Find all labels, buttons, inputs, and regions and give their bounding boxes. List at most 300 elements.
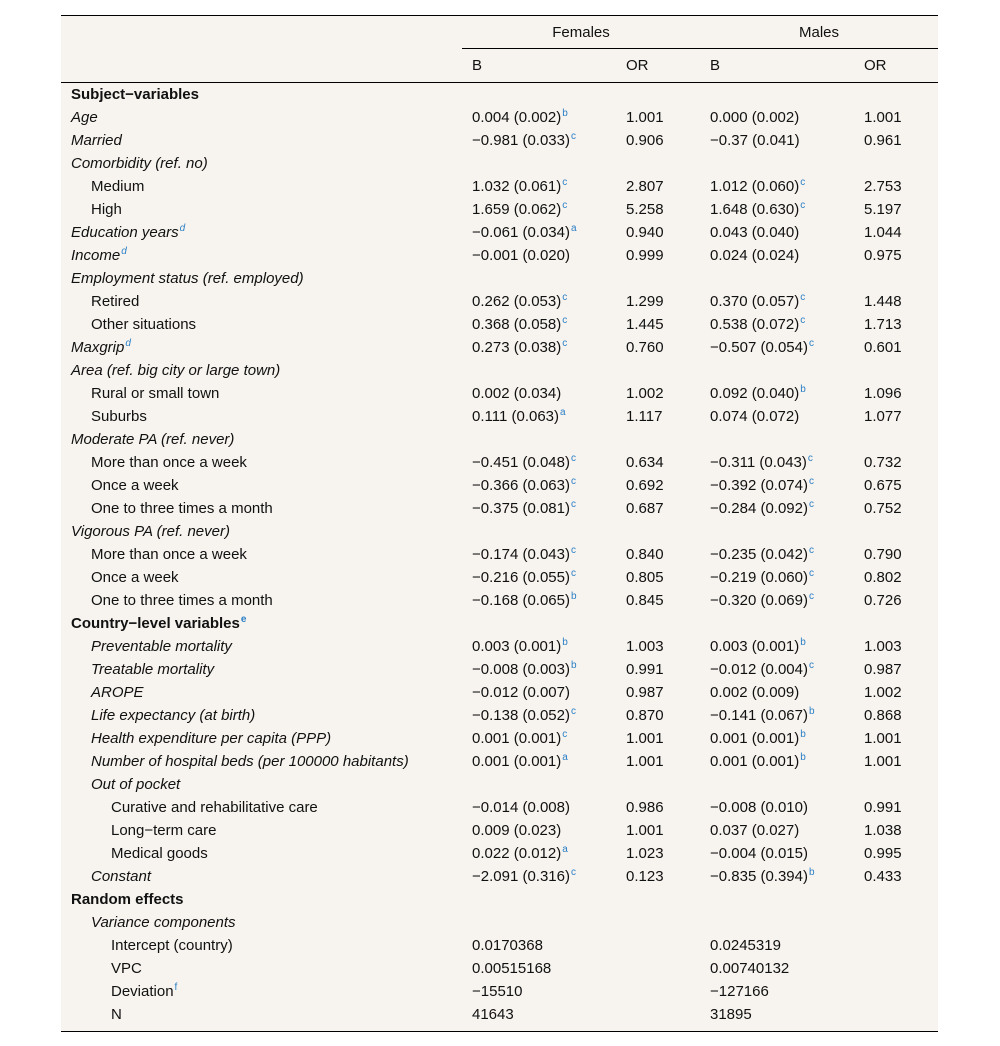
females-or-cell bbox=[616, 83, 700, 107]
females-or-cell-value: 0.805 bbox=[626, 569, 664, 586]
significance-marker: c bbox=[571, 545, 576, 556]
females-or-cell-value: 0.987 bbox=[626, 684, 664, 701]
table-row bbox=[61, 980, 938, 1003]
males-b-cell-value: 0.001 (0.001) bbox=[710, 730, 800, 747]
row-label-text: Deviation bbox=[111, 983, 174, 1000]
row-label-text: Long−term care bbox=[111, 822, 217, 839]
significance-marker: c bbox=[571, 476, 576, 487]
females-or-cell-value: 1.023 bbox=[626, 845, 664, 862]
males-b-cell bbox=[700, 83, 854, 107]
females-or-cell-value: 1.001 bbox=[626, 730, 664, 747]
males-or-cell bbox=[854, 382, 938, 405]
males-or-cell-value: 5.197 bbox=[864, 201, 902, 218]
table-row bbox=[61, 681, 938, 704]
regression-table-container bbox=[61, 15, 938, 1032]
row-label bbox=[61, 612, 462, 635]
males-or-cell bbox=[854, 198, 938, 221]
row-label-text: Country−level variables bbox=[71, 615, 240, 632]
females-or-cell-value: 1.003 bbox=[626, 638, 664, 655]
males-or-cell-value: 0.975 bbox=[864, 247, 902, 264]
females-b-cell-value: 0.001 (0.001) bbox=[472, 730, 562, 747]
females-or-cell-value: 0.123 bbox=[626, 868, 664, 885]
significance-marker: c bbox=[807, 453, 813, 464]
males-b-cell bbox=[700, 129, 854, 152]
females-b-cell bbox=[462, 957, 616, 980]
males-or-cell bbox=[854, 865, 938, 888]
females-or-cell bbox=[616, 451, 700, 474]
females-b-cell bbox=[462, 336, 616, 359]
males-b-cell bbox=[700, 106, 854, 129]
females-b-cell bbox=[462, 313, 616, 336]
row-label bbox=[61, 405, 462, 428]
females-or-cell-value: 0.870 bbox=[626, 707, 664, 724]
footnote-marker: d bbox=[179, 223, 186, 234]
males-or-cell-value: 2.753 bbox=[864, 178, 902, 195]
row-label-text: Comorbidity (ref. no) bbox=[71, 155, 208, 172]
females-b-cell bbox=[462, 152, 616, 175]
row-label bbox=[61, 589, 462, 612]
females-or-cell bbox=[616, 313, 700, 336]
table-row bbox=[61, 267, 938, 290]
significance-marker: c bbox=[562, 292, 568, 303]
row-label-text: Intercept (country) bbox=[111, 937, 233, 954]
males-b-cell-value: −0.835 (0.394) bbox=[710, 868, 808, 885]
row-label bbox=[61, 635, 462, 658]
males-or-cell bbox=[854, 957, 938, 980]
females-b-cell-value: −0.138 (0.052) bbox=[472, 707, 570, 724]
table-row bbox=[61, 727, 938, 750]
females-b-cell-value: −0.012 (0.007) bbox=[472, 684, 570, 701]
males-b-cell-value: −0.012 (0.004) bbox=[710, 661, 808, 678]
row-label-text: Constant bbox=[91, 868, 152, 885]
males-or-cell bbox=[854, 911, 938, 934]
females-b-cell bbox=[462, 681, 616, 704]
row-label bbox=[61, 957, 462, 980]
females-b-cell-value: 41643 bbox=[472, 1006, 514, 1023]
males-b-cell bbox=[700, 865, 854, 888]
table-row bbox=[61, 911, 938, 934]
females-b-cell bbox=[462, 290, 616, 313]
females-b-cell bbox=[462, 750, 616, 773]
row-label-text: Once a week bbox=[91, 477, 179, 494]
females-or-cell bbox=[616, 198, 700, 221]
females-or-cell bbox=[616, 658, 700, 681]
males-b-cell bbox=[700, 589, 854, 612]
males-b-cell bbox=[700, 474, 854, 497]
females-or-cell bbox=[616, 405, 700, 428]
significance-marker: c bbox=[809, 568, 814, 579]
males-b-cell bbox=[700, 405, 854, 428]
females-b-cell-value: 1.659 (0.062) bbox=[472, 201, 562, 218]
females-b-cell-value: 0.001 (0.001) bbox=[472, 753, 562, 770]
table-row bbox=[61, 336, 938, 359]
significance-marker: c bbox=[571, 568, 576, 579]
females-or-cell bbox=[616, 612, 700, 635]
significance-marker: c bbox=[809, 499, 814, 510]
row-label-text: High bbox=[91, 201, 122, 218]
significance-marker: c bbox=[562, 177, 568, 188]
females-b-cell bbox=[462, 497, 616, 520]
females-or-cell-value: 0.906 bbox=[626, 132, 664, 149]
table-row bbox=[61, 313, 938, 336]
table-row bbox=[61, 704, 938, 727]
females-or-cell-value: 1.445 bbox=[626, 316, 664, 333]
males-b-header: B bbox=[710, 57, 721, 74]
males-or-cell-value: 0.601 bbox=[864, 339, 902, 356]
males-or-cell-value: 0.732 bbox=[864, 454, 902, 471]
significance-marker: c bbox=[809, 660, 814, 671]
significance-marker: c bbox=[571, 867, 576, 878]
females-b-cell bbox=[462, 566, 616, 589]
females-or-cell bbox=[616, 244, 700, 267]
females-b-cell bbox=[462, 612, 616, 635]
table-row bbox=[61, 1003, 938, 1026]
males-or-cell bbox=[854, 290, 938, 313]
row-label bbox=[61, 198, 462, 221]
males-b-cell bbox=[700, 635, 854, 658]
females-b-cell bbox=[462, 934, 616, 957]
males-b-cell bbox=[700, 543, 854, 566]
males-b-cell bbox=[700, 796, 854, 819]
row-label bbox=[61, 543, 462, 566]
row-label bbox=[61, 129, 462, 152]
females-or-cell-value: 0.760 bbox=[626, 339, 664, 356]
males-or-cell bbox=[854, 773, 938, 796]
row-label-text: Health expenditure per capita (PPP) bbox=[91, 730, 332, 747]
females-or-cell bbox=[616, 934, 700, 957]
females-or-cell bbox=[616, 267, 700, 290]
females-b-cell bbox=[462, 704, 616, 727]
males-or-cell-value: 0.961 bbox=[864, 132, 902, 149]
males-or-cell bbox=[854, 267, 938, 290]
males-b-cell bbox=[700, 336, 854, 359]
significance-marker: a bbox=[562, 844, 568, 855]
row-label-text: Rural or small town bbox=[91, 385, 220, 402]
males-or-cell bbox=[854, 635, 938, 658]
females-b-cell-value: 0.004 (0.002) bbox=[472, 109, 562, 126]
row-label-text: Income bbox=[71, 247, 121, 264]
row-label-text: Moderate PA (ref. never) bbox=[71, 431, 235, 448]
males-b-cell-value: 0.00740132 bbox=[710, 960, 790, 977]
table-row bbox=[61, 290, 938, 313]
males-b-cell-value: −0.37 (0.041) bbox=[710, 132, 800, 149]
females-b-cell-value: −0.366 (0.063) bbox=[472, 477, 570, 494]
males-or-cell-value: 1.038 bbox=[864, 822, 902, 839]
males-or-cell-value: 0.868 bbox=[864, 707, 902, 724]
row-label-text: Treatable mortality bbox=[91, 661, 215, 678]
row-label-text: Medium bbox=[91, 178, 145, 195]
females-or-cell bbox=[616, 175, 700, 198]
males-b-cell-value: 0.370 (0.057) bbox=[710, 293, 800, 310]
regression-table bbox=[61, 16, 938, 1026]
table-row bbox=[61, 750, 938, 773]
males-or-cell-value: 0.991 bbox=[864, 799, 902, 816]
females-b-cell-value: 0.262 (0.053) bbox=[472, 293, 562, 310]
males-or-cell-value: 0.675 bbox=[864, 477, 902, 494]
significance-marker: c bbox=[800, 200, 806, 211]
table-row bbox=[61, 382, 938, 405]
males-or-cell-value: 1.713 bbox=[864, 316, 902, 333]
males-b-cell bbox=[700, 658, 854, 681]
males-or-cell bbox=[854, 106, 938, 129]
table-row bbox=[61, 796, 938, 819]
females-b-cell bbox=[462, 658, 616, 681]
row-label bbox=[61, 934, 462, 957]
significance-marker: c bbox=[571, 453, 576, 464]
significance-marker: c bbox=[562, 200, 568, 211]
row-label bbox=[61, 244, 462, 267]
females-b-cell bbox=[462, 796, 616, 819]
row-label-text: More than once a week bbox=[91, 454, 247, 471]
row-label bbox=[61, 1003, 462, 1026]
empty-header-cell bbox=[61, 49, 462, 83]
row-label-text: Age bbox=[71, 109, 98, 126]
males-or-cell bbox=[854, 819, 938, 842]
males-b-cell-value: −0.004 (0.015) bbox=[710, 845, 808, 862]
table-row bbox=[61, 83, 938, 107]
females-b-cell-value: 0.00515168 bbox=[472, 960, 552, 977]
males-b-cell bbox=[700, 175, 854, 198]
males-b-cell bbox=[700, 934, 854, 957]
males-or-cell bbox=[854, 658, 938, 681]
females-b-cell-value: −0.008 (0.003) bbox=[472, 661, 570, 678]
significance-marker: b bbox=[800, 752, 806, 763]
females-or-cell-value: 0.986 bbox=[626, 799, 664, 816]
males-or-cell-value: 1.001 bbox=[864, 730, 902, 747]
males-or-cell-value: 0.987 bbox=[864, 661, 902, 678]
males-or-cell bbox=[854, 727, 938, 750]
females-or-cell bbox=[616, 474, 700, 497]
males-or-cell bbox=[854, 842, 938, 865]
females-or-cell bbox=[616, 681, 700, 704]
row-label-text: N bbox=[111, 1006, 122, 1023]
females-b-cell bbox=[462, 589, 616, 612]
significance-marker: c bbox=[562, 338, 568, 349]
males-b-cell-value: 31895 bbox=[710, 1006, 752, 1023]
females-or-cell-value: 0.845 bbox=[626, 592, 664, 609]
females-or-cell-value: 1.117 bbox=[626, 408, 663, 425]
males-or-cell bbox=[854, 313, 938, 336]
row-label-text: Subject−variables bbox=[71, 86, 199, 103]
males-b-cell bbox=[700, 382, 854, 405]
females-or-cell-value: 0.692 bbox=[626, 477, 664, 494]
females-or-cell bbox=[616, 428, 700, 451]
males-or-cell bbox=[854, 543, 938, 566]
males-or-cell bbox=[854, 566, 938, 589]
females-b-cell bbox=[462, 83, 616, 107]
table-row bbox=[61, 658, 938, 681]
females-b-header: B bbox=[472, 57, 483, 74]
males-or-cell bbox=[854, 244, 938, 267]
females-or-cell bbox=[616, 221, 700, 244]
males-or-cell bbox=[854, 704, 938, 727]
row-label bbox=[61, 681, 462, 704]
males-b-cell-value: −0.311 (0.043) bbox=[710, 454, 807, 471]
significance-marker: c bbox=[800, 292, 806, 303]
row-label bbox=[61, 819, 462, 842]
males-b-cell-value: 1.012 (0.060) bbox=[710, 178, 800, 195]
males-b-cell-value: 0.0245319 bbox=[710, 937, 781, 954]
females-or-cell bbox=[616, 888, 700, 911]
row-label bbox=[61, 980, 462, 1003]
significance-marker: a bbox=[562, 752, 568, 763]
females-or-cell bbox=[616, 152, 700, 175]
males-or-cell bbox=[854, 612, 938, 635]
table-row bbox=[61, 244, 938, 267]
males-or-cell bbox=[854, 796, 938, 819]
row-label-text: More than once a week bbox=[91, 546, 247, 563]
males-or-cell bbox=[854, 428, 938, 451]
males-b-cell bbox=[700, 612, 854, 635]
footnote-marker: f bbox=[174, 982, 178, 993]
males-b-cell bbox=[700, 221, 854, 244]
females-b-cell-value: −2.091 (0.316) bbox=[472, 868, 570, 885]
females-b-cell bbox=[462, 129, 616, 152]
row-label-text: Married bbox=[71, 132, 122, 149]
table-row bbox=[61, 934, 938, 957]
females-or-cell-value: 0.999 bbox=[626, 247, 664, 264]
females-b-cell-value: 0.0170368 bbox=[472, 937, 543, 954]
females-b-cell bbox=[462, 727, 616, 750]
males-b-cell bbox=[700, 267, 854, 290]
significance-marker: b bbox=[800, 729, 806, 740]
males-b-cell-value: −0.008 (0.010) bbox=[710, 799, 808, 816]
group-header-row bbox=[61, 16, 938, 49]
females-b-cell bbox=[462, 359, 616, 382]
males-or-cell bbox=[854, 934, 938, 957]
row-label bbox=[61, 451, 462, 474]
females-b-cell-value: −0.174 (0.043) bbox=[472, 546, 570, 563]
females-b-cell bbox=[462, 106, 616, 129]
table-row bbox=[61, 152, 938, 175]
row-label bbox=[61, 842, 462, 865]
females-b-cell-value: −0.061 (0.034) bbox=[472, 224, 570, 241]
table-row bbox=[61, 129, 938, 152]
row-label bbox=[61, 750, 462, 773]
females-b-cell bbox=[462, 382, 616, 405]
significance-marker: c bbox=[809, 338, 814, 349]
row-label-text: Out of pocket bbox=[91, 776, 181, 793]
females-b-cell-value: 0.111 (0.063) bbox=[472, 408, 560, 425]
significance-marker: c bbox=[562, 315, 568, 326]
females-or-cell bbox=[616, 980, 700, 1003]
females-b-cell bbox=[462, 911, 616, 934]
row-label bbox=[61, 106, 462, 129]
males-or-cell-value: 0.726 bbox=[864, 592, 902, 609]
table-row bbox=[61, 865, 938, 888]
table-body bbox=[61, 83, 938, 1027]
row-label bbox=[61, 704, 462, 727]
row-label-text: Retired bbox=[91, 293, 140, 310]
females-or-cell bbox=[616, 750, 700, 773]
row-label-text: VPC bbox=[111, 960, 142, 977]
females-or-cell-value: 1.001 bbox=[626, 822, 664, 839]
females-b-cell-value: 0.003 (0.001) bbox=[472, 638, 562, 655]
row-label bbox=[61, 497, 462, 520]
females-or-cell-value: 1.002 bbox=[626, 385, 664, 402]
table-row bbox=[61, 175, 938, 198]
males-b-cell-value: 1.648 (0.630) bbox=[710, 201, 800, 218]
table-row bbox=[61, 520, 938, 543]
females-or-cell bbox=[616, 359, 700, 382]
males-or-cell-value: 0.790 bbox=[864, 546, 902, 563]
table-row bbox=[61, 842, 938, 865]
row-label-text: Employment status (ref. employed) bbox=[71, 270, 304, 287]
row-label bbox=[61, 727, 462, 750]
females-b-cell-value: −0.014 (0.008) bbox=[472, 799, 570, 816]
empty-header-cell bbox=[61, 16, 462, 49]
males-or-cell bbox=[854, 980, 938, 1003]
row-label bbox=[61, 474, 462, 497]
females-b-cell-value: −0.001 (0.020) bbox=[472, 247, 570, 264]
males-or-cell bbox=[854, 336, 938, 359]
significance-marker: b bbox=[571, 591, 577, 602]
significance-marker: c bbox=[571, 131, 576, 142]
row-label bbox=[61, 566, 462, 589]
row-label-text: Vigorous PA (ref. never) bbox=[71, 523, 230, 540]
females-b-cell bbox=[462, 888, 616, 911]
females-or-cell bbox=[616, 382, 700, 405]
males-or-cell bbox=[854, 175, 938, 198]
males-or-cell bbox=[854, 152, 938, 175]
males-b-cell-value: 0.001 (0.001) bbox=[710, 753, 800, 770]
males-or-cell bbox=[854, 359, 938, 382]
males-b-cell bbox=[700, 980, 854, 1003]
females-or-cell bbox=[616, 589, 700, 612]
males-b-cell bbox=[700, 290, 854, 313]
row-label bbox=[61, 658, 462, 681]
males-b-cell bbox=[700, 451, 854, 474]
males-b-cell-value: −0.141 (0.067) bbox=[710, 707, 808, 724]
females-b-cell bbox=[462, 198, 616, 221]
significance-marker: c bbox=[800, 177, 806, 188]
table-row bbox=[61, 957, 938, 980]
males-or-cell-value: 1.002 bbox=[864, 684, 902, 701]
table-row bbox=[61, 773, 938, 796]
males-group-header: Males bbox=[700, 16, 938, 49]
significance-marker: b bbox=[562, 637, 568, 648]
row-label-text: Maxgrip bbox=[71, 339, 125, 356]
females-b-cell bbox=[462, 405, 616, 428]
males-or-cell-value: 0.995 bbox=[864, 845, 902, 862]
females-or-cell bbox=[616, 520, 700, 543]
females-b-cell bbox=[462, 980, 616, 1003]
males-or-cell-value: 1.003 bbox=[864, 638, 902, 655]
table-row bbox=[61, 451, 938, 474]
males-b-cell-value: 0.002 (0.009) bbox=[710, 684, 800, 701]
males-b-cell-value: −127166 bbox=[710, 983, 769, 1000]
table-row bbox=[61, 888, 938, 911]
males-b-cell-value: 0.538 (0.072) bbox=[710, 316, 800, 333]
males-b-cell bbox=[700, 152, 854, 175]
females-or-cell bbox=[616, 865, 700, 888]
row-label bbox=[61, 336, 462, 359]
females-or-cell-value: 1.001 bbox=[626, 753, 664, 770]
males-or-header: OR bbox=[864, 57, 887, 74]
females-b-cell-value: 0.002 (0.034) bbox=[472, 385, 562, 402]
males-b-cell-value: 0.074 (0.072) bbox=[710, 408, 800, 425]
males-b-cell bbox=[700, 359, 854, 382]
females-or-cell-value: 0.634 bbox=[626, 454, 664, 471]
males-b-cell bbox=[700, 198, 854, 221]
column-header-row bbox=[61, 49, 938, 83]
footnote-marker: d bbox=[121, 246, 127, 257]
table-row bbox=[61, 405, 938, 428]
row-label-text: One to three times a month bbox=[91, 592, 273, 609]
females-b-cell bbox=[462, 773, 616, 796]
row-label bbox=[61, 221, 462, 244]
significance-marker: c bbox=[571, 499, 576, 510]
